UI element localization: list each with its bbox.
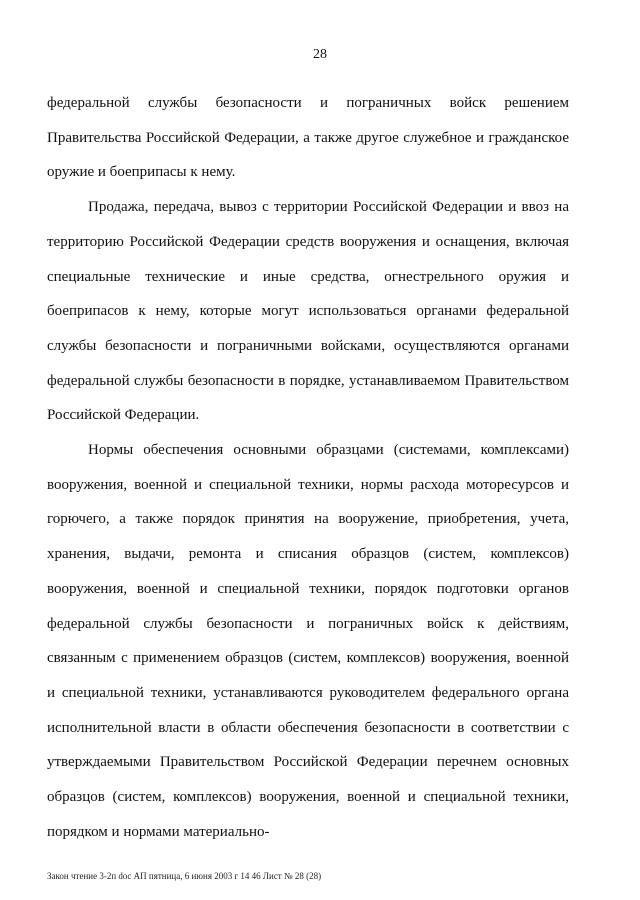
paragraph-2: Продажа, передача, вывоз с территории Российской Федерации и ввоз на территорию Российской Федерации средств вооружения и оснащения, включая специальные технические и иные средства, огнестрельного оружия и боеприпасов к нему, которые могут использоваться органами федеральной службы безопасности и пограничными войсками, осуществляются органами федеральной службы безопасности в порядке, устанавливаемом Правительством Российской Федерации. (47, 199, 569, 424)
page-number: 28 (313, 47, 327, 62)
scan-artifact (428, 0, 520, 4)
document-footer: Закон чтение 3-2п doc АП пятница, 6 июня 2003 г 14 46 Лист № 28 (28) (47, 871, 322, 881)
document-body (47, 86, 569, 849)
paragraph-3: Нормы обеспечения основными образцами (системами, комплексами) вооружения, военной и специальной техники, нормы расхода моторесурсов и горючего, а также порядок принятия на вооружение, приобретения, учета, хранения, выдачи, ремонта и списания образцов (систем, комплексов) вооружения, военной и специальной техники, порядок подготовки органов федеральной службы безопасности и пограничных войск к действиям, связанным с применением образцов (систем, комплексов) вооружения, военной и специальной техники, устанавливаются руководителем федерального органа исполнительной власти в области обеспечения безопасности в соответствии с утверждаемыми Правительством Российской Федерации перечнем основных образцов (систем, комплексов) вооружения, военной и специальной техники, порядком и нормами материально- (47, 442, 569, 840)
paragraph-1: федеральной службы безопасности и пограничных войск решением Правительства Российской Федерации, а также другое служебное и гражданское оружие и боеприпасы к нему. (47, 95, 569, 181)
